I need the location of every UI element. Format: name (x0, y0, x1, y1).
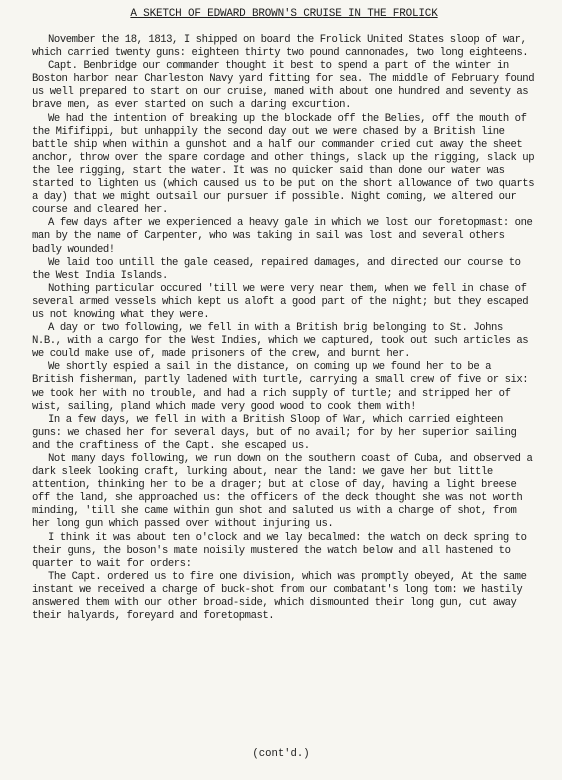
paragraph: We laid too untill the gale ceased, repaired damages, and directed our course to the West India Islands. (32, 256, 521, 282)
paragraph: A day or two following, we fell in with a British brig belonging to St. Johns N.B., with a cargo for the West Indies, which we captured, took out such articles as we could make use of, made prisoners of the crew, and burnt her. (32, 322, 529, 361)
paragraph: In a few days, we fell in with a British Sloop of War, which carried eighteen guns: we chased her for several days, but of no avail; for by her superior sailing and the craftiness of the Capt. she escaped us. (32, 413, 517, 452)
paragraph: Capt. Benbridge our commander thought it best to spend a part of the winter in Boston harbor near Charleston Navy yard fitting for sea. The middle of February found us well prepared to start on our cruise, maned with about one hundred and seventy as brave men, as ever started on such a daring excurtion. (32, 60, 535, 112)
document-body (32, 34, 536, 623)
continued-note: (cont'd.) (252, 748, 310, 760)
paragraph: We shortly espied a sail in the distance, on coming up we found her to be a British fisherman, partly ladened with turtle, carrying a small crew of five or six: we took her with no trouble, and had a rich supply of turtle; and stripped her of wist, sailing, pland which made very good wood to cook them with! (32, 361, 529, 413)
document-title: A SKETCH OF EDWARD BROWN'S CRUISE IN THE FROLICK (130, 8, 438, 20)
paragraph: I think it was about ten o'clock and we lay becalmed: the watch on deck spring to their guns, the boson's mate noisily mustered the watch below and all hastened to quarter to wait for orders: (32, 531, 527, 570)
paragraph: Not many days following, we run down on the southern coast of Cuba, and observed a dark sleek looking craft, lurking about, near the land: we gave her but little attention, thinking her to be a drager; but at close of day, having a light breese off the land, she approached us: the officers of the deck thought she was not worth minding, 'till she came within gun shot and saluted us with a charge of shot, from her long gun which passed over without injuring us. (32, 453, 533, 531)
paragraph: The Capt. ordered us to fire one division, which was promptly obeyed, At the same instant we received a charge of buck-shot from our combatant's long tom: we hastily answered them with our other broad-side, which dismounted their long gun, cut away their halyards, foreyard and foretopmast. (32, 570, 527, 623)
paragraph: We had the intention of breaking up the blockade off the Belies, off the mouth of the Mififippi, but unhappily the second day out we were chased by a British line battle ship when within a gunshot and a half our commander cried cut away the sheet anchor, throw over the spare cordage and other things, slack up the rigging, slack up the lee rigging, start the water. It was no quicker said than done our water was started to lighten us (which caused us to be put on the short allowance of two quarts a day) that we might outsail our pursuer if possible. Night coming, we altered our course and cleared her. (32, 112, 535, 217)
paragraph: Nothing particular occured 'till we were very near them, when we fell in chase of several armed vessels which kept us aloft a good part of the night; but they escaped us not knowing what they were. (32, 282, 529, 321)
paragraph: A few days after we experienced a heavy gale in which we lost our foretopmast: one man by the name of Carpenter, who was taking in sail was lost and several others badly wounded! (32, 217, 533, 256)
paragraph: November the 18, 1813, I shipped on board the Frolick United States sloop of war, which carried twenty guns: eighteen thirty two pound cannonades, two long eighteens. (32, 34, 529, 60)
